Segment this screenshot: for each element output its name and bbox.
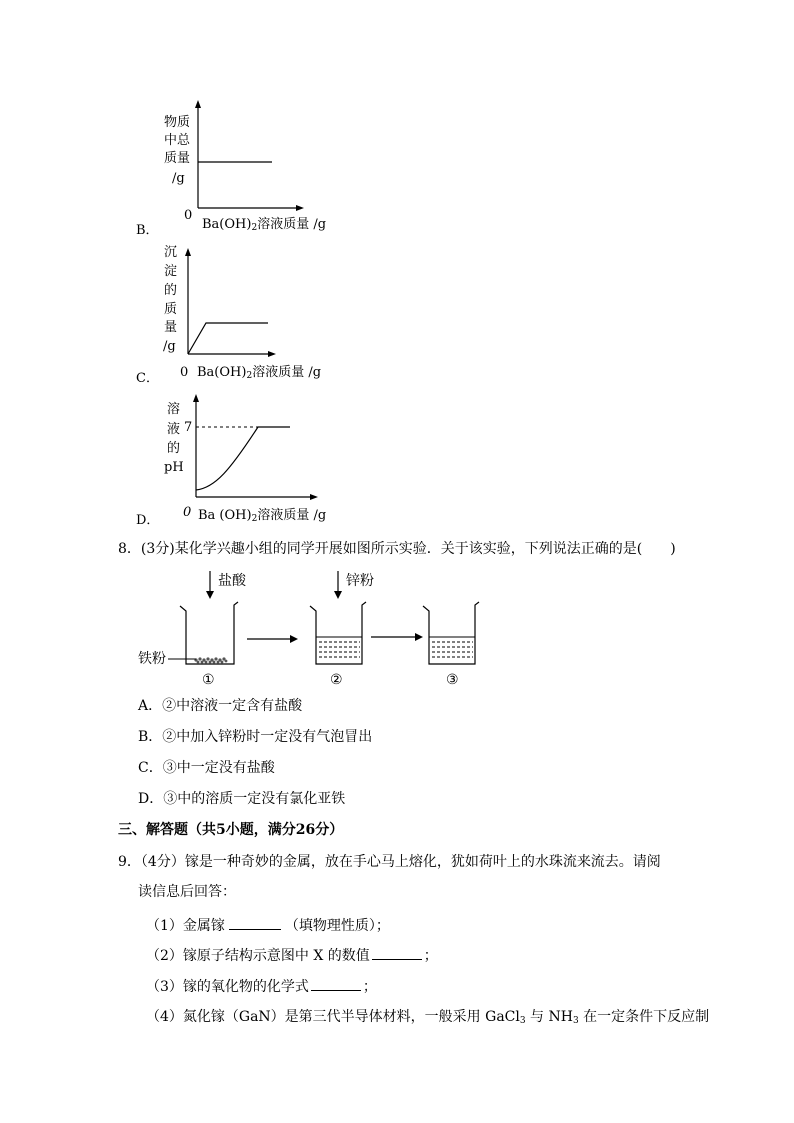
graph-b-xlabel-rest: 溶液质量 /g (257, 217, 327, 232)
q9-sub4-part-a: （4）氮化镓（GaN）是第三代半导体材料，一般采用 GaCl (146, 1009, 520, 1025)
beaker-3 (423, 602, 479, 664)
q8-option-c: C．③中一定没有盐酸 (138, 760, 275, 776)
q9-sub2-suffix: ； (423, 948, 438, 964)
q9-sub2-answer-blank[interactable] (372, 945, 422, 960)
q8-arrow-2-3-head (415, 633, 423, 641)
graph-d-ylabel-2: 液 (167, 422, 181, 437)
q9-subquestion-4 (146, 1008, 709, 1030)
section-3-heading: 三、解答题（共5小题，满分26分） (118, 822, 344, 838)
graph-d-ylabel-4: pH (164, 460, 184, 475)
q9-sub1-prefix: （1）金属镓 (146, 918, 225, 934)
graph-b-ylabel-4: /g (172, 171, 185, 186)
q9-sub4-part-b: 与 NH (525, 1009, 573, 1025)
graph-d-tick-7: 7 (184, 420, 193, 435)
q9-subquestion-2 (146, 945, 438, 965)
q8-beaker-1-label: ① (202, 672, 215, 688)
graph-d-xlabel-sub: 2 (251, 514, 258, 524)
graph-b-origin: 0 (184, 208, 193, 223)
q9-sub1-suffix: （填物理性质）； (284, 918, 390, 934)
q9-sub4-subscript-2: 3 (572, 1016, 579, 1026)
graph-c-ylabel-1: 沉 (164, 245, 178, 260)
q8-option-d: D．③中的溶质一定没有氯化亚铁 (138, 791, 346, 807)
graph-b-option-letter: B． (136, 223, 159, 238)
graph-c-ylabel-2: 淀 (164, 264, 178, 279)
q9-sub1-answer-blank[interactable] (229, 915, 281, 930)
q9-stem-line-2: 读信息后回答： (138, 884, 236, 900)
iron-powder (194, 657, 227, 663)
graph-d-ylabel-1: 溶 (167, 402, 181, 417)
q8-reagent-acid-label: 盐酸 (218, 573, 246, 589)
graph-c-ylabel-6: /g (163, 339, 176, 354)
graph-d-option-letter: D． (136, 513, 160, 528)
beaker-2 (310, 602, 366, 664)
graph-d-xlabel-ba: Ba (OH) (198, 508, 252, 523)
q8-iron-powder-label: 铁粉 (138, 651, 166, 667)
q9-sub2-prefix: （2）镓原子结构示意图中 X 的数值 (146, 948, 370, 964)
q9-sub3-answer-blank[interactable] (311, 976, 361, 991)
q8-option-b: B．②中加入锌粉时一定没有气泡冒出 (138, 729, 373, 745)
q8-beaker-3-label: ③ (446, 672, 459, 688)
q9-subquestion-3 (146, 976, 377, 996)
graph-c-xlabel-ba: Ba(OH) (197, 365, 247, 380)
q8-arrow-1-2-head (290, 635, 298, 643)
graph-c-origin: 0 (180, 365, 189, 380)
graph-d-origin: 0 (183, 505, 192, 520)
graph-b-ylabel-2: 中总 (164, 133, 191, 148)
graph-c-ylabel-5: 量 (164, 320, 178, 335)
q9-sub3-suffix: ； (362, 979, 377, 995)
beaker-1 (168, 602, 238, 664)
graph-d-xlabel-rest: 溶液质量 /g (257, 508, 327, 523)
q9-sub4-part-c: 在一定条件下反应制 (578, 1009, 710, 1025)
q8-reagent-zinc-label: 锌粉 (346, 573, 374, 589)
q8-option-a: A．②中溶液一定含有盐酸 (138, 698, 303, 714)
graph-b-xlabel-ba: Ba(OH) (202, 217, 252, 232)
graph-d-ylabel-3: 的 (167, 441, 181, 456)
graph-c-xlabel-sub: 2 (246, 371, 253, 381)
graph-b-xlabel-sub: 2 (251, 223, 258, 233)
graph-c-ylabel-3: 的 (164, 283, 178, 298)
q9-subquestion-1 (146, 915, 390, 935)
q9-stem-line-1: 9．（4分）镓是一种奇妙的金属，放在手心马上熔化，犹如荷叶上的水珠流来流去。请阅 (118, 854, 661, 870)
q8-acid-arrow-head (206, 591, 214, 599)
q9-sub4-subscript-1: 3 (519, 1016, 526, 1026)
graph-c-ylabel-4: 质 (164, 302, 178, 317)
q8-zinc-arrow-head (334, 591, 342, 599)
graph-c-option-letter: C． (136, 371, 159, 386)
q8-beaker-2-label: ② (330, 672, 343, 688)
q9-sub3-prefix: （3）镓的氧化物的化学式 (146, 979, 309, 995)
graph-c-xlabel-rest: 溶液质量 /g (252, 365, 322, 380)
graph-b-ylabel-1: 物质 (164, 115, 191, 130)
graph-b-ylabel-3: 质量 (164, 151, 191, 166)
q8-stem: 8．(3分)某化学兴趣小组的同学开展如图所示实验．关于该实验，下列说法正确的是( ) (118, 541, 676, 557)
